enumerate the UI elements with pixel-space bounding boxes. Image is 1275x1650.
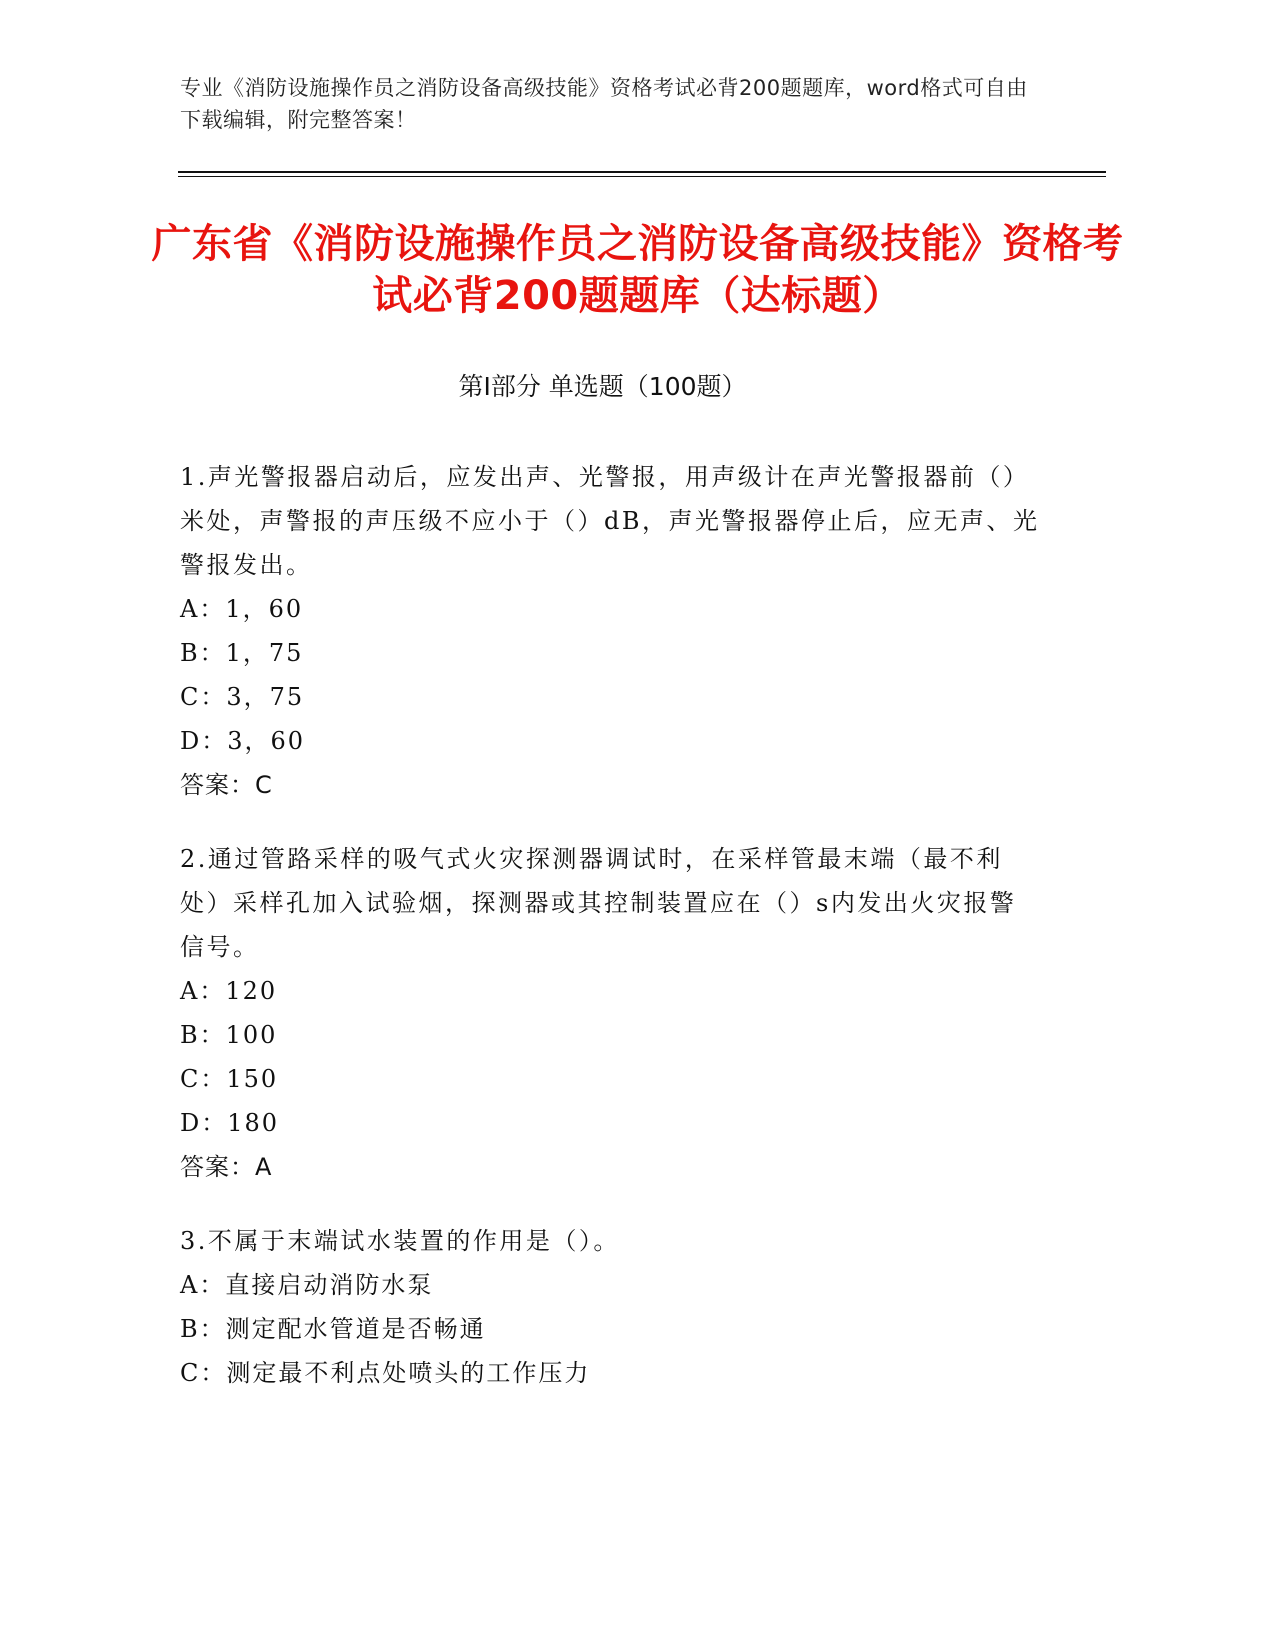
option-c: C：测定最不利点处喷头的工作压力	[180, 1359, 591, 1387]
answer: 答案：C	[180, 771, 273, 799]
option-c: C：3，75	[180, 683, 305, 711]
option-b: B：1，75	[180, 639, 304, 667]
option-d: D：3，60	[180, 727, 306, 755]
question-text: 3.不属于末端试水装置的作用是（）。	[180, 1227, 620, 1255]
answer: 答案：A	[180, 1153, 273, 1181]
header-divider-thin	[178, 176, 1106, 177]
option-a: A：120	[180, 977, 278, 1005]
option-a: A：1，60	[180, 595, 304, 623]
question-3	[180, 1219, 1040, 1395]
question-text: 1.声光警报器启动后，应发出声、光警报，用声级计在声光警报器前（）米处，声警报的声压级不应小于（）dB，声光警报器停止后，应无声、光警报发出。	[180, 463, 1040, 579]
option-b: B：测定配水管道是否畅通	[180, 1315, 486, 1343]
document-title: 广东省《消防设施操作员之消防设备高级技能》资格考试必背200题题库（达标题）	[151, 221, 1124, 319]
question-list	[180, 455, 1040, 1425]
section-title: 第Ⅰ部分 单选题（100题）	[458, 372, 747, 401]
question-2	[180, 837, 1040, 1189]
header-note: 专业《消防设施操作员之消防设备高级技能》资格考试必背200题题库，word格式可自由下载编辑，附完整答案！	[180, 76, 1028, 132]
option-b: B：100	[180, 1021, 278, 1049]
option-c: C：150	[180, 1065, 279, 1093]
option-d: D：180	[180, 1109, 280, 1137]
question-1	[180, 455, 1040, 807]
header-divider-thick	[178, 171, 1106, 173]
option-a: A：直接启动消防水泵	[180, 1271, 434, 1299]
question-text: 2.通过管路采样的吸气式火灾探测器调试时，在采样管最末端（最不利处）采样孔加入试验烟，探测器或其控制装置应在（）s内发出火灾报警信号。	[180, 845, 1017, 961]
